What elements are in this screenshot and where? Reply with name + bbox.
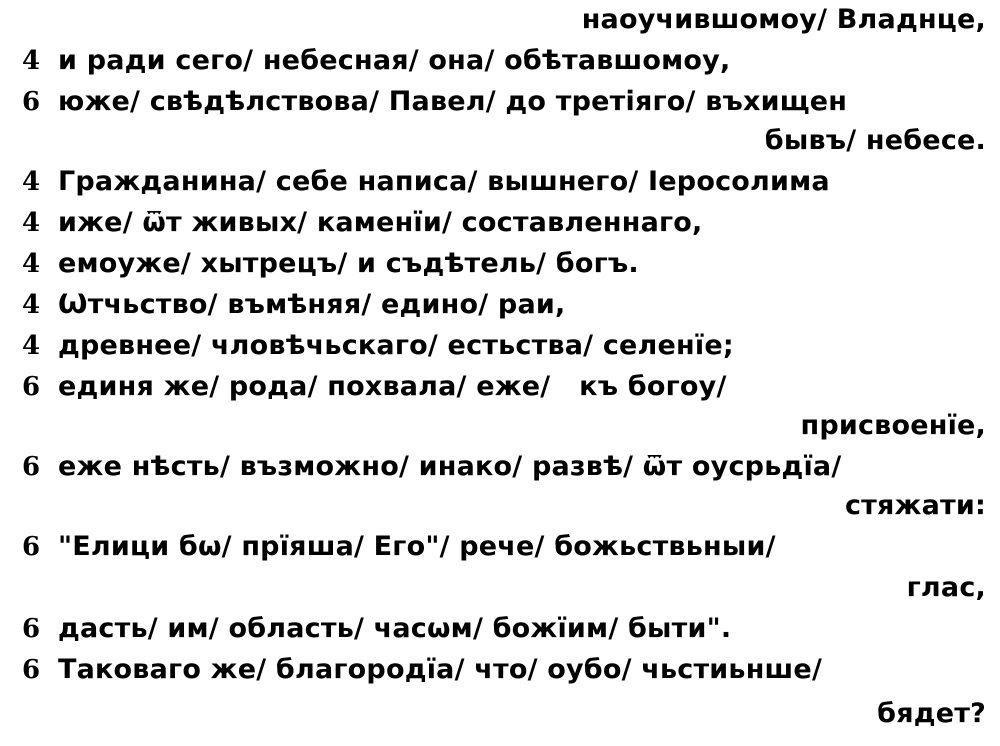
text-line: [22, 531, 986, 565]
line-number: 6: [22, 87, 41, 117]
line-text: Ѡтчьство/ въмѣняя/ едино/ раи,: [58, 289, 566, 320]
text-line: [22, 289, 986, 323]
line-text: дасть/ им/ область/ чаcѡм/ божїим/ быти".: [58, 613, 732, 644]
line-text: присвоенїе,: [800, 410, 986, 441]
line-text: еже нѣсть/ възможно/ инако/ развѣ/ ѿт оусрьдїа/: [58, 451, 842, 482]
line-text: Гражданина/ себе написа/ вышнего/ Іеросолима: [58, 166, 830, 197]
text-line: [22, 451, 986, 485]
line-text: и ради сего/ небесная/ она/ обѣтавшомоу,: [58, 45, 731, 76]
text-line: [22, 330, 986, 364]
line-number: 6: [22, 372, 41, 402]
text-line: [22, 207, 986, 241]
line-number: 4: [22, 290, 41, 320]
text-line: [22, 45, 986, 79]
line-number: 6: [22, 532, 41, 562]
line-text: юже/ свѣдѣлствова/ Павел/ до третіяго/ въхищен: [58, 86, 848, 117]
line-number: 4: [22, 331, 41, 361]
line-text: бывъ/ небесе.: [764, 125, 986, 156]
line-text: стяжати:: [844, 490, 986, 521]
line-text: емоуже/ хытрецъ/ и съдѣтель/ богъ.: [58, 248, 639, 279]
text-line: [22, 490, 986, 524]
text-line: [22, 248, 986, 282]
line-text: бядет?: [877, 698, 986, 729]
text-line: [22, 654, 986, 688]
line-text: Таковаго же/ благородїа/ что/ оубо/ чьстиьнше/: [58, 654, 823, 685]
text-line: [22, 125, 986, 159]
line-number: 6: [22, 655, 41, 685]
line-number: 4: [22, 249, 41, 279]
text-line: [22, 86, 986, 120]
line-number: 4: [22, 208, 41, 238]
line-text: наоучившомоу/ Владнце,: [581, 4, 986, 35]
line-number: 4: [22, 46, 41, 76]
text-line: [22, 613, 986, 647]
line-number: 4: [22, 167, 41, 197]
text-line: [22, 572, 986, 606]
line-text: иже/ ѿт живых/ каменїи/ составленнаго,: [58, 207, 703, 238]
text-line: [22, 698, 986, 732]
text-line: [22, 371, 986, 405]
text-line: [22, 166, 986, 200]
text-line: [22, 4, 986, 38]
line-number: 6: [22, 614, 41, 644]
line-text: "Елици бѡ/ прїяша/ Его"/ рече/ божьствьныи/: [58, 531, 776, 562]
line-text: глас,: [906, 572, 986, 603]
line-text: единя же/ рода/ похвала/ еже/ къ богоу/: [58, 371, 727, 402]
line-text: древнее/ чловѣчьскаго/ естьства/ селенїе;: [58, 330, 734, 361]
text-line: [22, 410, 986, 444]
line-number: 6: [22, 452, 41, 482]
